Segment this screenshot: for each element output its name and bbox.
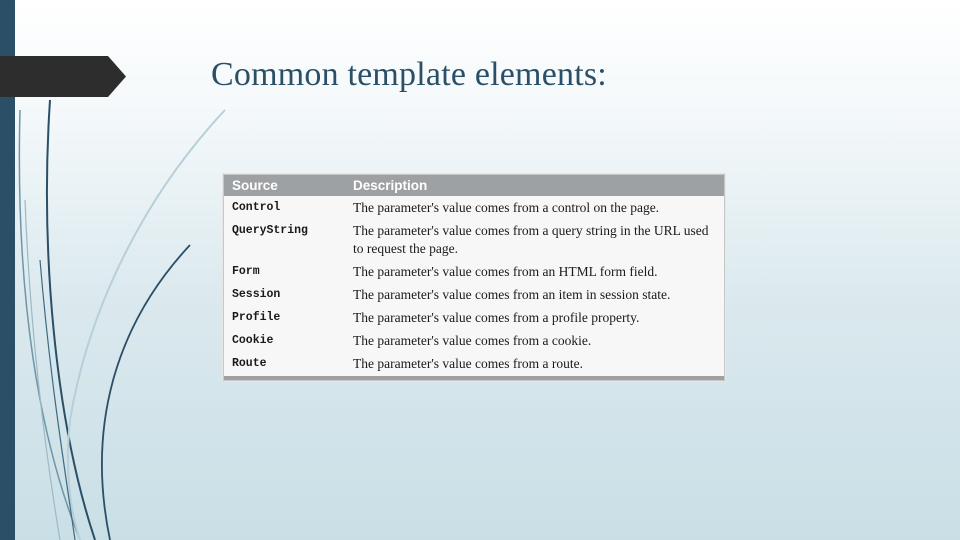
slide-title: Common template elements: — [211, 56, 607, 93]
description-cell: The parameter's value comes from an HTML form field. — [353, 264, 658, 279]
table-row — [224, 196, 724, 219]
source-cell: Form — [232, 265, 260, 278]
source-cell: Route — [232, 357, 267, 370]
table-row — [224, 260, 724, 283]
description-cell: The parameter's value comes from a cookie. — [353, 333, 592, 348]
source-cell: QueryString — [232, 224, 308, 237]
table-row — [224, 352, 724, 375]
description-cell: The parameter's value comes from a route. — [353, 356, 583, 371]
source-cell: Profile — [232, 311, 281, 324]
description-cell: The parameter's value comes from a query string in the URL used to request the page. — [353, 223, 709, 256]
source-cell: Session — [232, 288, 281, 301]
table-row — [224, 219, 724, 260]
table-row — [224, 329, 724, 352]
table-header-row — [224, 175, 724, 196]
source-cell: Cookie — [232, 334, 274, 347]
table-row — [224, 283, 724, 306]
source-description-table — [223, 174, 725, 381]
title-arrow-marker — [0, 56, 126, 97]
source-cell: Control — [232, 201, 281, 214]
table-row — [224, 306, 724, 329]
description-cell: The parameter's value comes from a profile property. — [353, 310, 640, 325]
column-header-description: Description — [345, 175, 724, 196]
parameter-source-table — [224, 175, 724, 375]
column-header-source: Source — [224, 175, 345, 196]
description-cell: The parameter's value comes from an item in session state. — [353, 287, 671, 302]
description-cell: The parameter's value comes from a control on the page. — [353, 200, 660, 215]
